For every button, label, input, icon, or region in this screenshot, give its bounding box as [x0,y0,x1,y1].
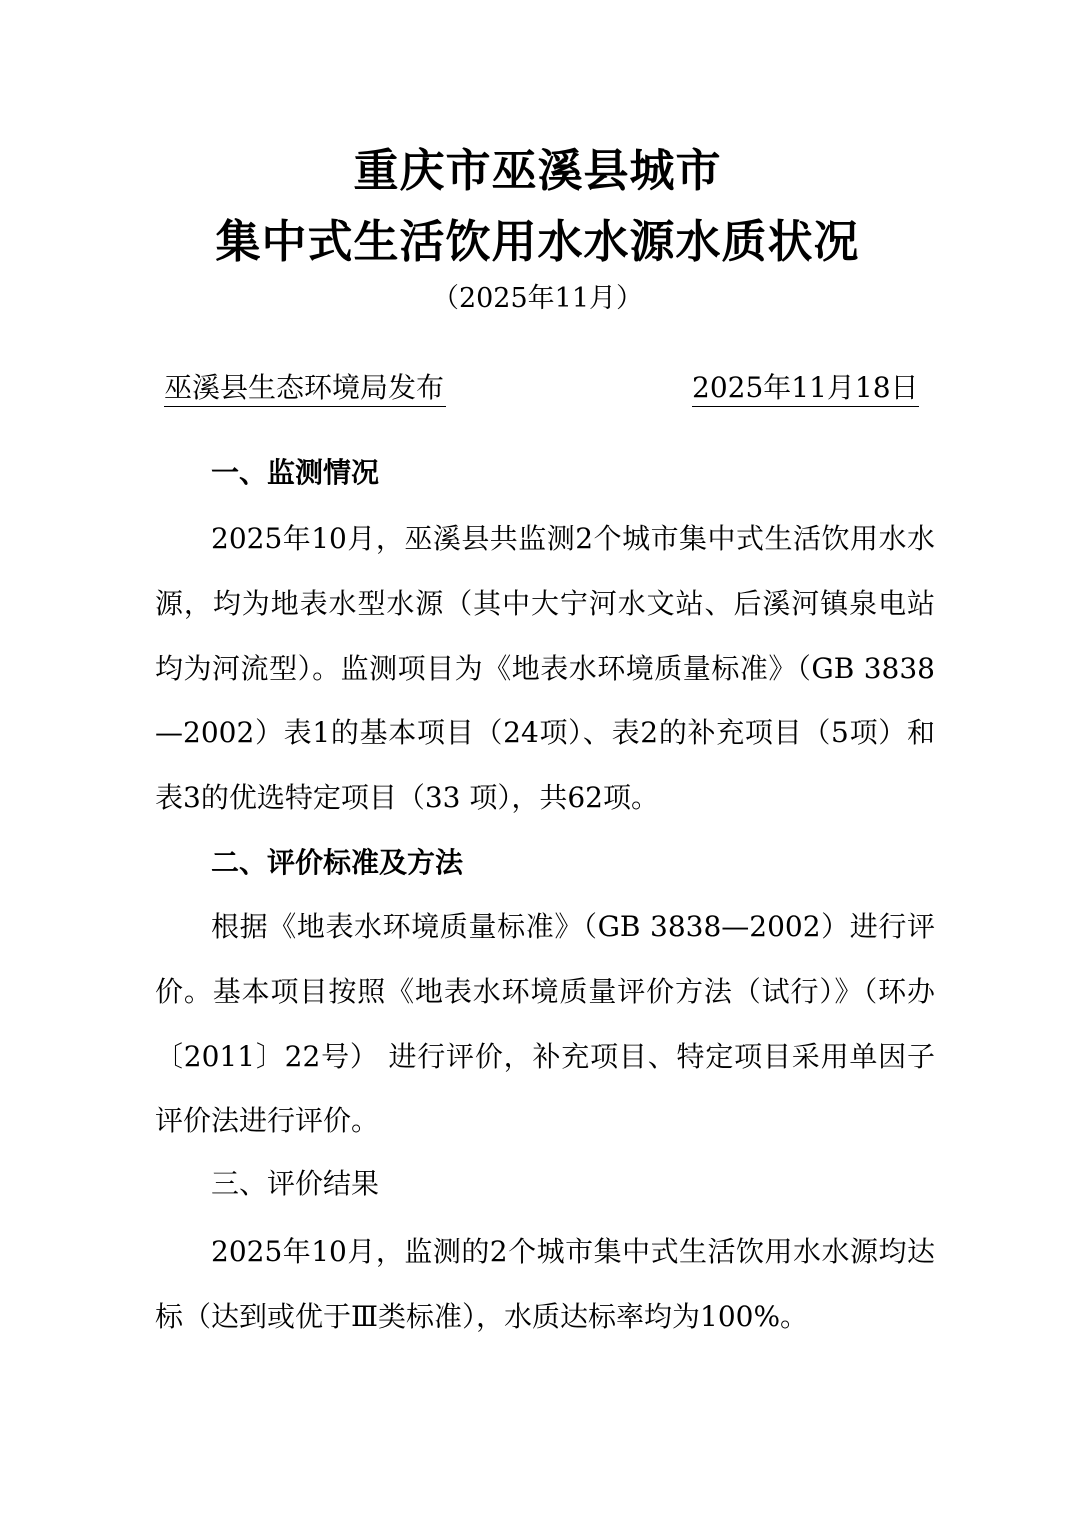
document-title-line2: 集中式生活饮用水水源水质状况 [215,215,860,268]
document-title-line1: 重庆市巫溪县城市 [353,144,722,197]
section-body-monitoring: 2025年10月，巫溪县共监测2个城市集中式生活饮用水水源，均为地表水型水源（其中大宁河水文站、后溪河镇泉电站均为河流型）。监测项目为《地表水环境质量标准》（GB 3838—2002）表1的基本项目（24项）、表2的补充项目（5项）和表3的优选特定项目（33 项），共62项。 [155,522,935,815]
section-heading-monitoring: 一、监测情况 [211,456,380,489]
publisher-label: 巫溪县生态环境局发布 [164,370,446,407]
section-body-standards: 根据《地表水环境质量标准》（GB 3838—2002）进行评价。基本项目按照《地表水环境质量评价方法（试行）》（环办〔2011〕22号） 进行评价，补充项目、特定项目采用单因子评价法进行评价。 [155,910,935,1138]
section-body-results: 2025年10月，监测的2个城市集中式生活饮用水水源均达标（达到或优于Ⅲ类标准），水质达标率均为100%。 [155,1235,935,1333]
section-heading-results: 三、评价结果 [211,1167,380,1200]
section-heading-standards: 二、评价标准及方法 [211,846,464,879]
document-subtitle-date: （2025年11月） [431,283,644,314]
publish-date: 2025年11月18日 [692,370,919,407]
